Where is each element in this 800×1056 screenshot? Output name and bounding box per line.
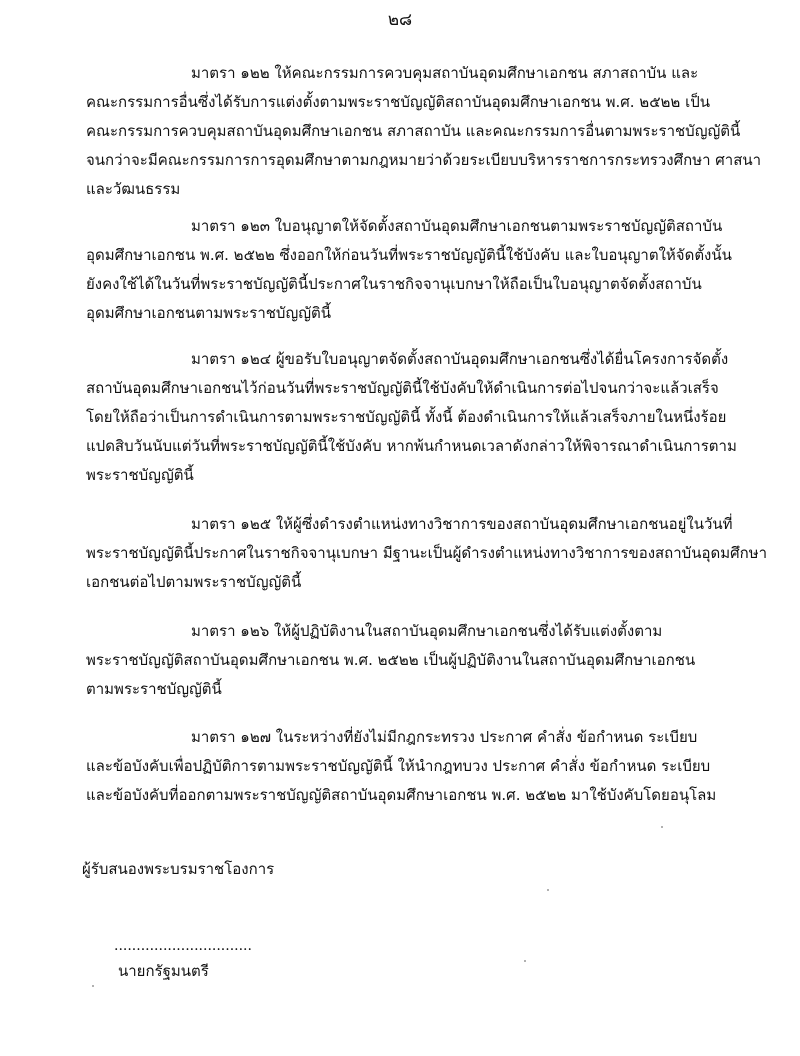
section-line: พระราชบัญญัติสถาบันอุดมศึกษาเอกชน พ.ศ. ๒๕๒๒ เป็นผู้ปฏิบัติงานในสถาบันอุดมศึกษาเอกชน [86,651,696,669]
section-line: มาตรา ๑๒๓ ใบอนุญาตให้จัดตั้งสถาบันอุดมศึกษาเอกชนตามพระราชบัญญัติสถาบัน [191,217,723,235]
section-line: และข้อบังคับที่ออกตามพระราชบัญญัติสถาบันอุดมศึกษาเอกชน พ.ศ. ๒๕๒๒ มาใช้บังคับโดยอนุโลม [86,786,717,804]
scan-speck [547,889,549,891]
scan-speck [524,960,526,962]
section-line: และข้อบังคับเพื่อปฏิบัติการตามพระราชบัญญัตินี้ ให้นำกฎทบวง ประกาศ คำสั่ง ข้อกำหนด ระเบียบ [86,757,711,775]
section-line: คณะกรรมการอื่นซึ่งได้รับการแต่งตั้งตามพระราชบัญญัติสถาบันอุดมศึกษาเอกชน พ.ศ. ๒๕๒๒ เป็น [86,93,710,111]
section-line: อุดมศึกษาเอกชน พ.ศ. ๒๕๒๒ ซึ่งออกให้ก่อนวันที่พระราชบัญญัตินี้ใช้บังคับ และใบอนุญาตให้จัดตั้งนั้น [86,246,732,264]
section-line: อุดมศึกษาเอกชนตามพระราชบัญญัตินี้ [86,304,331,322]
signatory-title: นายกรัฐมนตรี [118,962,209,980]
section-line: โดยให้ถือว่าเป็นการดำเนินการตามพระราชบัญญัตินี้ ทั้งนี้ ต้องดำเนินการให้แล้วเสร็จภายในหนึ่งร้อย [86,408,727,426]
section-122 [86,59,762,204]
section-line: แปดสิบวันนับแต่วันที่พระราชบัญญัตินี้ใช้บังคับ หากพ้นกำหนดเวลาดังกล่าวให้พิจารณาดำเนินการตาม [86,437,737,455]
section-line: คณะกรรมการควบคุมสถาบันอุดมศึกษาเอกชน สภาสถาบัน และคณะกรรมการอื่นตามพระราชบัญญัตินี้ [86,122,741,140]
section-127 [86,723,726,810]
section-123 [86,212,732,328]
section-line: มาตรา ๑๒๗ ในระหว่างที่ยังไม่มีกฎกระทรวง ประกาศ คำสั่ง ข้อกำหนด ระเบียบ [191,728,698,746]
section-line: มาตรา ๑๒๔ ผู้ขอรับใบอนุญาตจัดตั้งสถาบันอุดมศึกษาเอกชนซึ่งได้ยื่นโครงการจัดตั้ง [191,350,729,368]
scan-speck [661,826,663,828]
section-line: มาตรา ๑๒๒ ให้คณะกรรมการควบคุมสถาบันอุดมศึกษาเอกชน สภาสถาบัน และ [191,64,699,82]
scan-speck [92,985,94,987]
section-line: มาตรา ๑๒๕ ให้ผู้ซึ่งดำรงตำแหน่งทางวิชาการของสถาบันอุดมศึกษาเอกชนอยู่ในวันที่ [191,515,733,533]
section-line: พระราชบัญญัตินี้ [86,466,194,484]
section-line: สถาบันอุดมศึกษาเอกชนไว้ก่อนวันที่พระราชบัญญัตินี้ใช้บังคับให้ดำเนินการต่อไปจนกว่าจะแล้วเสร็จ [86,379,719,397]
section-line: เอกชนต่อไปตามพระราชบัญญัตินี้ [86,573,302,591]
section-line: ตามพระราชบัญญัตินี้ [86,680,222,698]
section-125 [86,510,768,597]
section-line: พระราชบัญญัตินี้ประกาศในราชกิจจานุเบกษา มีฐานะเป็นผู้ดำรงตำแหน่งทางวิชาการของสถาบันอุดมศึกษา [86,544,768,562]
section-line: จนกว่าจะมีคณะกรรมการการอุดมศึกษาตามกฎหมายว่าด้วยระเบียบบริหารราชการกระทรวงศึกษา ศาสนา [86,151,762,169]
countersignature-heading: ผู้รับสนองพระบรมราชโองการ [82,860,275,878]
section-line: และวัฒนธรรม [86,180,181,198]
signature-line: ............................... [114,938,252,954]
section-124 [86,345,737,490]
section-line: มาตรา ๑๒๖ ให้ผู้ปฏิบัติงานในสถาบันอุดมศึกษาเอกชนซึ่งได้รับแต่งตั้งตาม [191,622,663,640]
page-number: ๒๘ [387,10,413,30]
section-line: ยังคงใช้ได้ในวันที่พระราชบัญญัตินี้ประกาศในราชกิจจานุเบกษาให้ถือเป็นใบอนุญาตจัดตั้งสถาบัน [86,275,702,293]
section-126 [86,617,726,704]
